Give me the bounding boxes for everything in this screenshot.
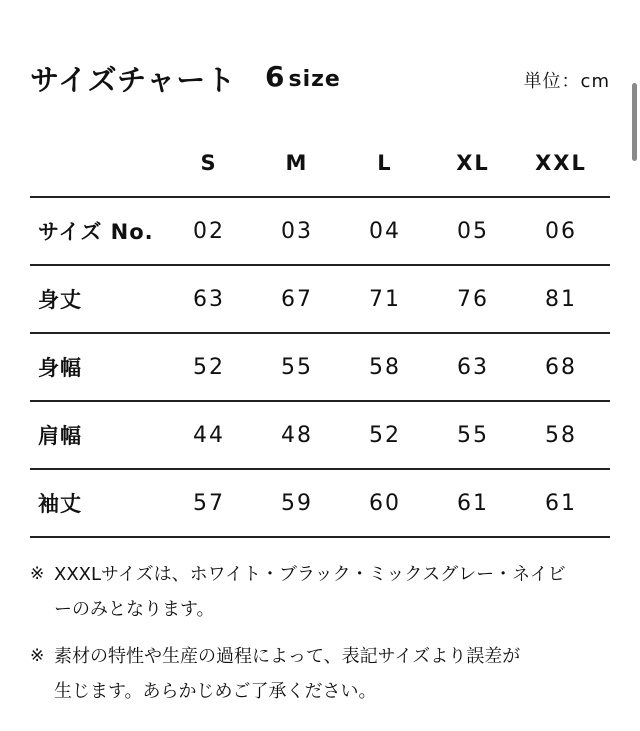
table-cell: 55 [281,354,313,380]
table-cell: 52 [369,422,401,448]
table-cell: 48 [281,422,313,448]
table-cell: 57 [193,490,225,516]
note-item [30,639,610,709]
table-cell: 61 [545,490,577,516]
table-cell: 60 [369,490,401,516]
table-cell: 63 [193,286,225,312]
table-header-row [30,130,610,196]
note-text-line: 素材の特性や生産の過程によって、表記サイズより誤差が [54,646,521,667]
column-header-xxl: XXL [535,151,587,175]
table-cell: 06 [545,218,577,244]
column-header-l: L [377,151,393,175]
column-header-s: S [200,151,218,175]
note-text-line: XXXLサイズは、ホワイト・ブラック・ミックスグレー・ネイビ [54,564,566,585]
notes-section [30,557,610,721]
table-cell: 81 [545,286,577,312]
size-count-label [265,60,341,93]
table-cell: 76 [457,286,489,312]
size-count-word: size [288,67,341,92]
note-text-line: ーのみとなります。 [54,599,215,620]
size-chart-header [30,56,610,100]
size-table [30,130,610,538]
table-cell: 61 [457,490,489,516]
table-cell: 71 [369,286,401,312]
table-row-body-length [30,264,610,332]
table-cell: 67 [281,286,313,312]
page-title: サイズチャート [30,63,237,97]
column-header-xl: XL [456,151,490,175]
row-label: 身丈 [38,288,82,312]
table-row-body-width [30,332,610,400]
table-cell: 63 [457,354,489,380]
note-item [30,557,610,627]
table-cell: 03 [281,218,313,244]
note-mark: ※ [30,646,45,666]
row-label: 袖丈 [38,492,82,516]
table-cell: 44 [193,422,225,448]
unit-label: 単位：cm [523,71,610,92]
table-row-sleeve-length [30,468,610,538]
size-count-number: 6 [265,60,285,93]
table-cell: 55 [457,422,489,448]
table-cell: 02 [193,218,225,244]
row-label: 肩幅 [38,424,82,448]
table-row-shoulder-width [30,400,610,468]
vertical-scrollbar[interactable] [632,83,637,161]
table-cell: 58 [369,354,401,380]
table-row-size-no [30,196,610,264]
row-label: サイズ No. [38,220,154,244]
table-cell: 59 [281,490,313,516]
table-cell: 05 [457,218,489,244]
row-label: 身幅 [38,356,82,380]
table-cell: 52 [193,354,225,380]
table-cell: 58 [545,422,577,448]
note-text-line: 生じます。あらかじめご了承ください。 [54,681,377,702]
note-mark: ※ [30,564,45,584]
table-cell: 04 [369,218,401,244]
table-cell: 68 [545,354,577,380]
column-header-m: M [285,151,309,175]
